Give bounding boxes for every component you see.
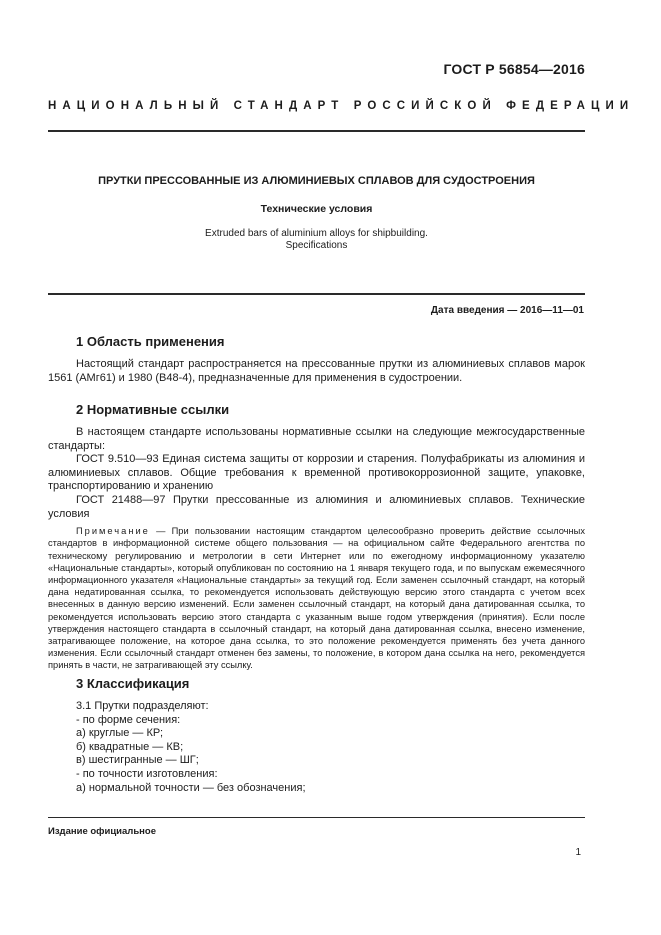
list-item: а) круглые — КР; [76, 727, 164, 740]
introduction-date: Дата введения — 2016—11—01 [430, 305, 584, 316]
document-subtitle: Технические условия [260, 203, 373, 215]
page-number: 1 [575, 847, 581, 858]
english-title-line1: Extruded bars of aluminium alloys for shipbuilding. [205, 228, 428, 239]
section-2-intro: В настоящем стандарте использованы нормативные ссылки на следующие межгосударственные стандарты: [48, 426, 585, 452]
english-title [48, 228, 585, 252]
english-title-line2: Specifications [285, 240, 348, 251]
list-item: - по точности изготовления: [76, 767, 218, 780]
footer-divider [48, 817, 585, 818]
list-item: - по форме сечения: [76, 713, 181, 726]
document-title: ПРУТКИ ПРЕССОВАННЫЕ ИЗ АЛЮМИНИЕВЫХ СПЛАВОВ ДЛЯ СУДОСТРОЕНИЯ [98, 175, 535, 187]
section-2-body [48, 426, 585, 672]
list-item: а) нормальной точности — без обозначения; [76, 781, 306, 794]
document-code: ГОСТ Р 56854—2016 [443, 61, 585, 77]
note-text: — При пользовании настоящим стандартом целесообразно проверить действие ссылочных стандартов в информационной системе общего пользования — на официальном сайте Федерального агентства по техническому регулированию и метрологии в сети Интернет или по ежегодному информационному указателю «Национальные стандарты», который опубликован по состоянию на 1 января текущего года, и по выпускам ежемесячного информационного указателя «Национальные стандарты» за текущий год. Если заменен ссылочный стандарт, на который дана недатированная ссылка, то рекомендуется использовать действующую версию этого стандарта с учетом всех внесенных в данную версию изменений. Если заменен ссылочный стандарт, на который дана датированная ссылка, то рекомендуется использовать версию этого стандарта с указанным выше годом утверждения (принятия). Если после утверждения настоящего стандарта в ссылочный стандарт, на который дана датированная ссылка, внесено изменение, затрагивающее положение, на которое дана ссылка, то это положение рекомендуется применять без учета данного изменения. Если ссылочный стандарт отменен без замены, то положение, в котором дана ссылка на него, рекомендуется принять в части, не затрагивающей эту ссылку. [48, 526, 585, 671]
section-2-heading: 2 Нормативные ссылки [76, 402, 230, 417]
section-2-note [48, 525, 585, 671]
section-3-list [76, 700, 576, 795]
list-item: 3.1 Прутки подразделяют: [76, 700, 209, 712]
edition-label: Издание официальное [48, 826, 156, 837]
national-standard-banner: НАЦИОНАЛЬНЫЙ СТАНДАРТ РОССИЙСКОЙ ФЕДЕРАЦИИ [48, 100, 635, 112]
section-3-heading: 3 Классификация [76, 676, 190, 691]
top-divider [48, 130, 585, 132]
title-divider [48, 293, 585, 295]
reference-gost-9-510: ГОСТ 9.510—93 Единая система защиты от коррозии и старения. Полуфабрикаты из алюминия и алюминиевых сплавов. Общие требования к временной противокоррозионной защите, упаковке, транспортированию и хранению [48, 453, 585, 493]
note-label: Примечание [76, 526, 150, 537]
reference-gost-21488: ГОСТ 21488—97 Прутки прессованные из алюминия и алюминиевых сплавов. Технические условия [48, 493, 585, 520]
list-item: в) шестигранные — ШГ; [76, 754, 199, 767]
section-1-text: Настоящий стандарт распространяется на прессованные прутки из алюминиевых сплавов марок 1561 (АМг61) и 1980 (В48-4), предназначенные для применения в судостроении. [48, 358, 585, 384]
list-item: б) квадратные — КВ; [76, 740, 184, 753]
section-1-heading: 1 Область применения [76, 334, 225, 349]
